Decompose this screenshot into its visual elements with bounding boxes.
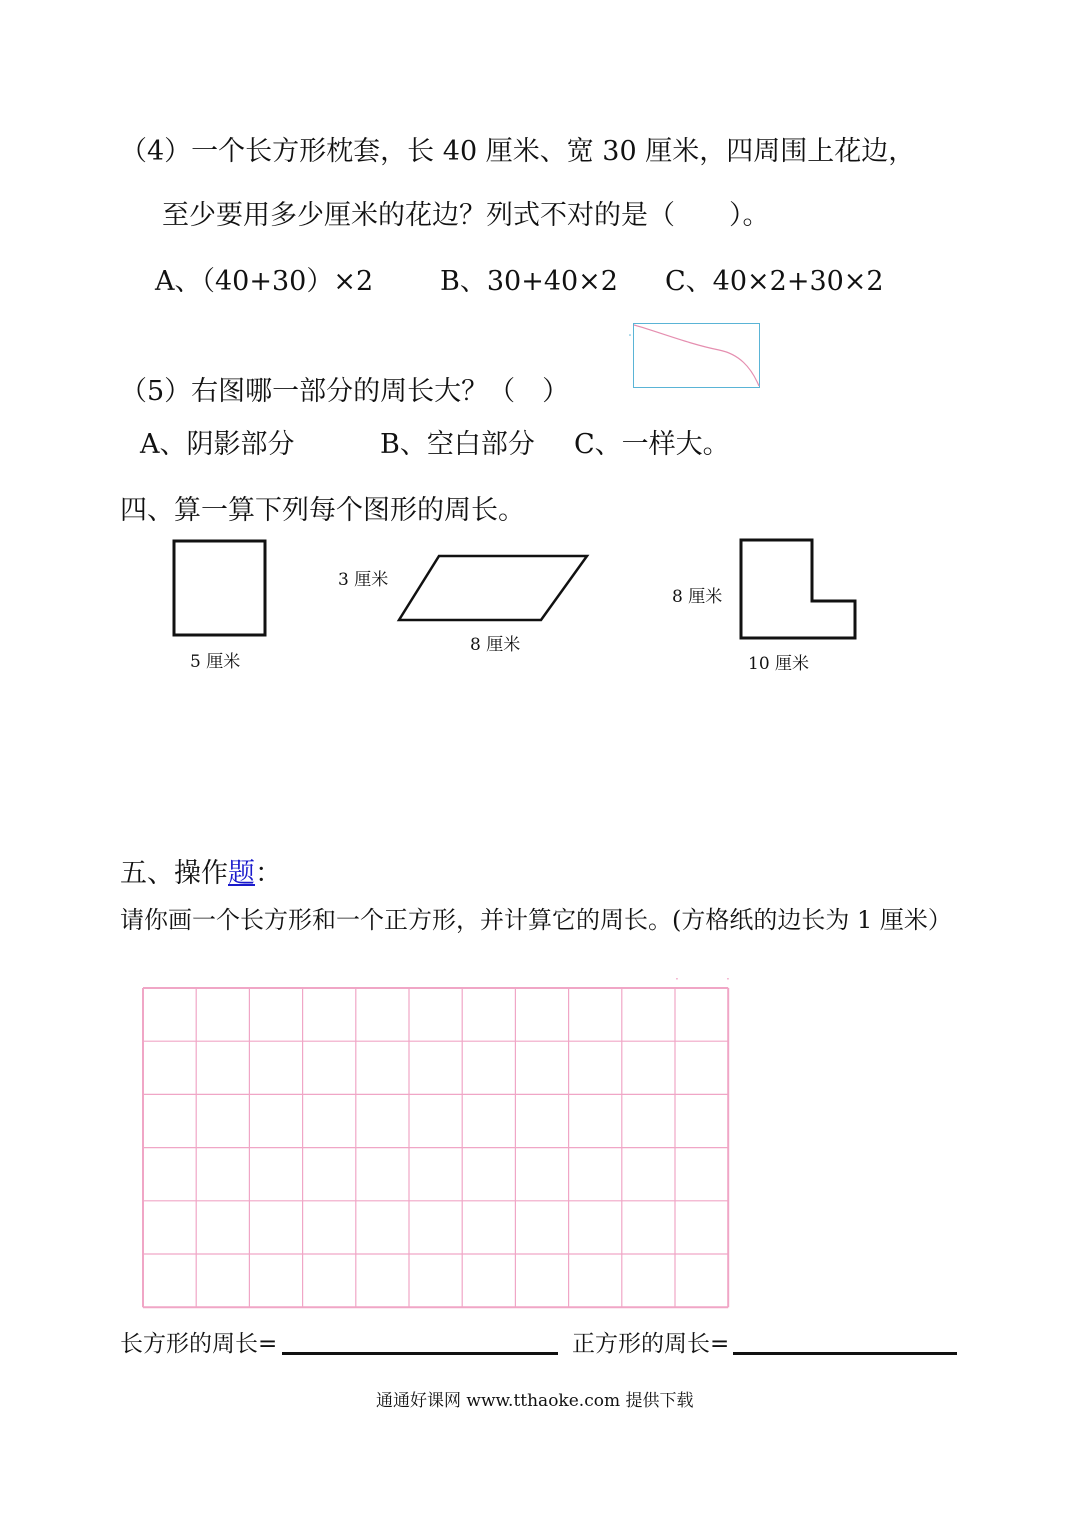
section5-title xyxy=(120,860,282,887)
grid-mark xyxy=(727,978,729,980)
section4-title: 四、算一算下列每个图形的周长。 xyxy=(120,495,525,526)
parallelogram-figure xyxy=(395,553,593,625)
square-figure xyxy=(170,538,270,638)
parallelogram-base-label: 8 厘米 xyxy=(470,635,521,655)
drawing-grid[interactable] xyxy=(140,978,732,1310)
footer-text: 通通好课网 www.tthaoke.com 提供下载 xyxy=(376,1391,694,1411)
q5-figure xyxy=(629,322,764,392)
q4-option-c: C、40×2+30×2 xyxy=(665,266,884,297)
q5-option-b: B、空白部分 xyxy=(380,429,535,460)
section5-title-suffix: ： xyxy=(255,858,282,889)
section5-title-link[interactable]: 题 xyxy=(228,858,255,889)
q5-option-c: C、一样大。 xyxy=(574,429,730,460)
section5-title-prefix: 五、操作 xyxy=(120,858,228,889)
lshape-base-label: 10 厘米 xyxy=(748,654,810,674)
q5-figure-border xyxy=(634,324,760,388)
q4-option-b: B、30+40×2 xyxy=(440,266,618,297)
rect-perimeter-answer-line[interactable] xyxy=(282,1352,558,1355)
square-perimeter-label: 正方形的周长= xyxy=(572,1331,730,1357)
q5-figure-curve xyxy=(634,325,759,386)
parallelogram-side-label: 3 厘米 xyxy=(338,570,389,590)
grid-mark xyxy=(676,978,678,980)
section5-instruction: 请你画一个长方形和一个正方形，并计算它的周长。(方格纸的边长为 1 厘米） xyxy=(120,906,952,934)
q4-line2: 至少要用多少厘米的花边？列式不对的是（ ）。 xyxy=(162,200,770,231)
q4-option-a: A、（40+30）×2 xyxy=(155,266,374,297)
square-side-label: 5 厘米 xyxy=(190,652,241,672)
rect-perimeter-label: 长方形的周长= xyxy=(120,1331,278,1357)
q5-question: （5）右图哪一部分的周长大？（ ） xyxy=(120,376,570,407)
q5-figure-dot xyxy=(629,334,631,336)
lshape-figure xyxy=(736,536,860,642)
q5-option-a: A、阴影部分 xyxy=(140,429,295,460)
lshape-height-label: 8 厘米 xyxy=(672,587,723,607)
q4-line1: （4）一个长方形枕套，长 40 厘米、宽 30 厘米，四周围上花边， xyxy=(120,136,916,167)
square-perimeter-answer-line[interactable] xyxy=(733,1352,957,1355)
